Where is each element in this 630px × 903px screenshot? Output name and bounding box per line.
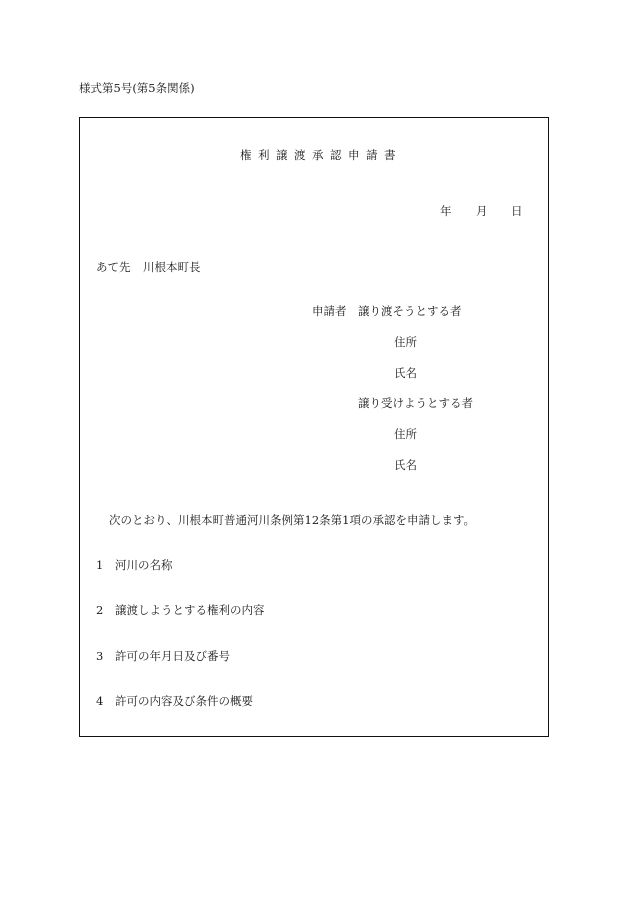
transferee-address-label: 住所	[394, 427, 417, 441]
transferee-label: 譲り受けようとする者	[358, 396, 473, 410]
item-label-river-name: 河川の名称	[115, 558, 173, 572]
transferor-label: 譲り渡そうとする者	[358, 304, 462, 318]
date-month-label: 月	[476, 204, 488, 218]
addressee-name: 川根本町長	[143, 260, 201, 274]
item-label-right-content: 譲渡しようとする権利の内容	[115, 603, 265, 617]
transferee-name-label: 氏名	[394, 458, 417, 472]
item-number: 4	[96, 694, 104, 708]
item-number: 1	[96, 558, 104, 572]
item-number: 2	[96, 603, 104, 617]
transferor-name-label: 氏名	[394, 366, 417, 380]
request-statement: 次のとおり、川根本町普通河川条例第12条第1項の承認を申請します。	[109, 513, 476, 527]
date-year-label: 年	[440, 204, 452, 218]
transferor-address-label: 住所	[394, 335, 417, 349]
date-day-label: 日	[511, 204, 523, 218]
form-title: 権利譲渡承認申請書	[240, 148, 402, 162]
item-number: 3	[96, 649, 104, 663]
item-label-permit-date-number: 許可の年月日及び番号	[115, 649, 230, 663]
addressee-label: あて先	[96, 260, 131, 274]
applicant-label: 申請者	[312, 304, 347, 318]
item-label-permit-conditions: 許可の内容及び条件の概要	[115, 694, 253, 708]
form-number: 様式第5号(第5条関係)	[79, 81, 195, 95]
